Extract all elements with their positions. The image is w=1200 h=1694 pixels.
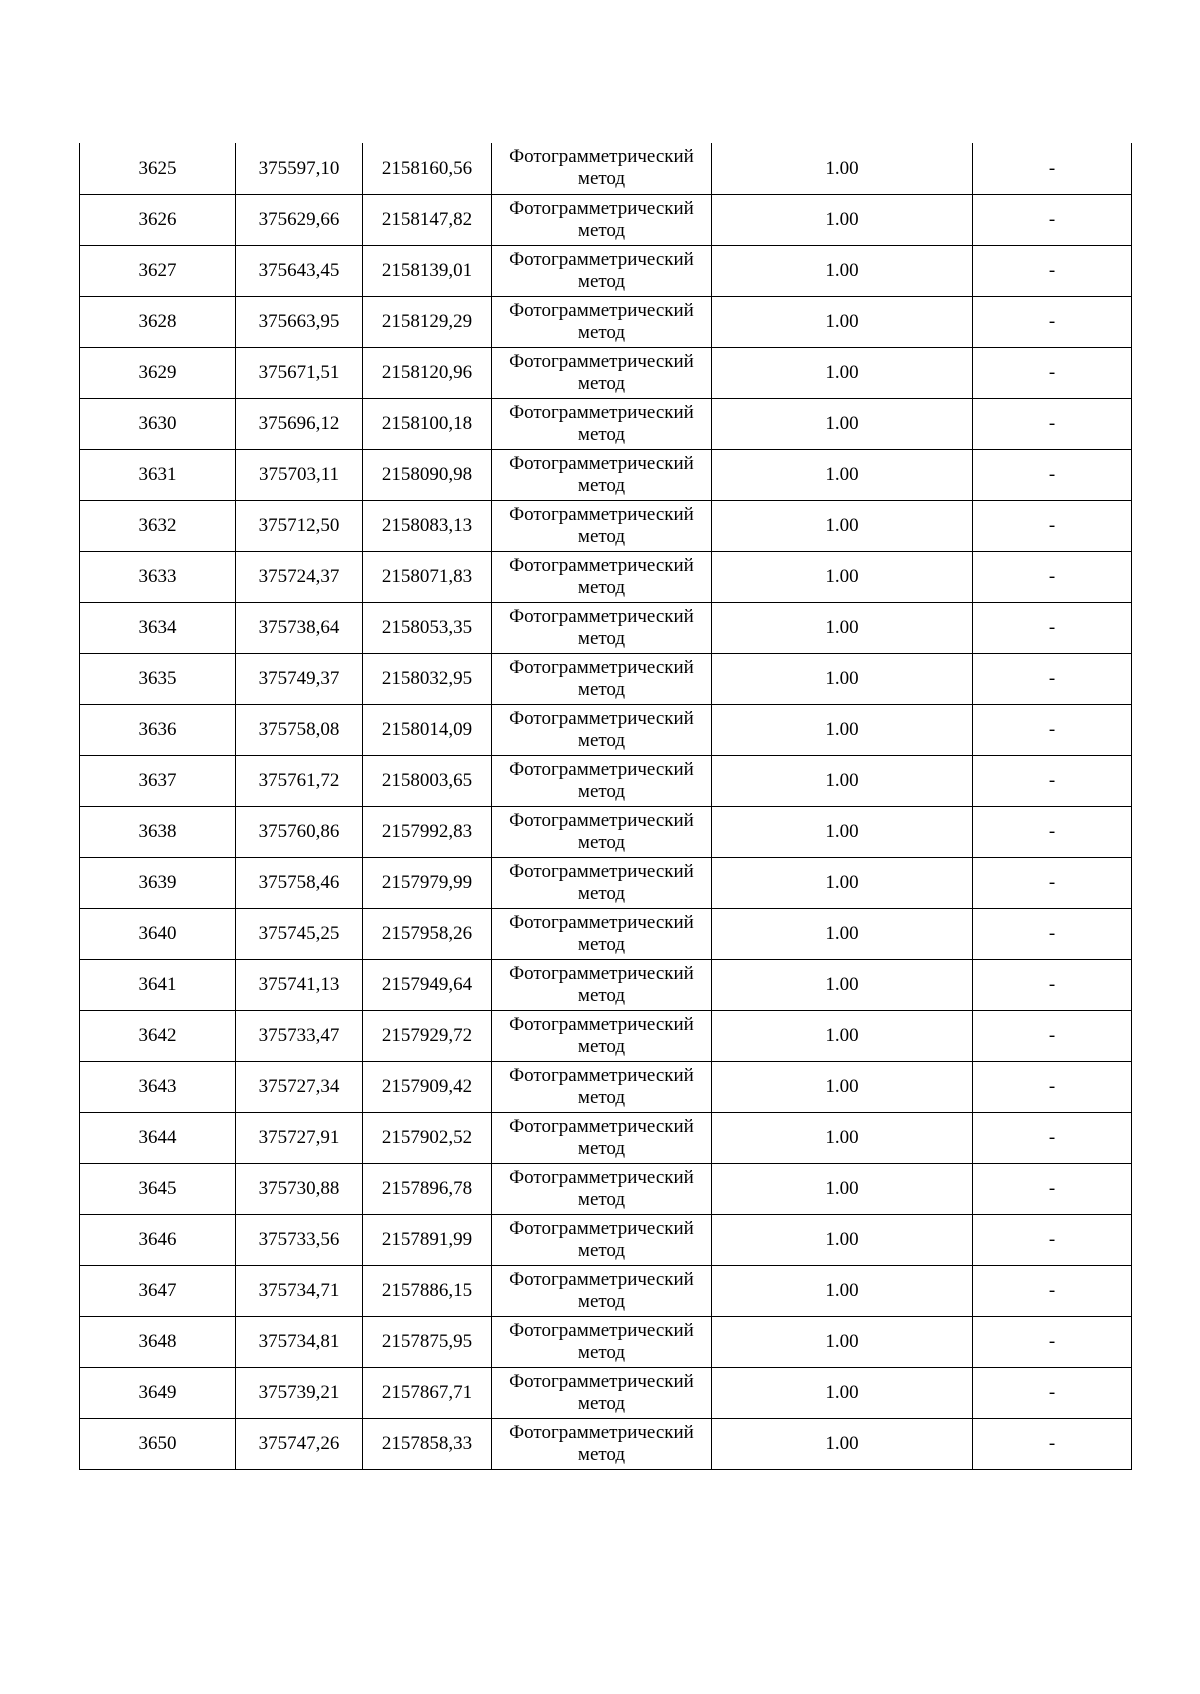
table-row — [80, 1010, 1132, 1061]
method-cell — [492, 1010, 712, 1061]
y-coordinate-cell: 2157909,42 — [363, 1061, 492, 1112]
method-cell — [492, 1367, 712, 1418]
method-line-1: Фотограмметрический — [509, 1217, 694, 1239]
y-coordinate-cell: 2158090,98 — [363, 449, 492, 500]
y-coordinate-cell: 2158071,83 — [363, 551, 492, 602]
accuracy-cell: 1.00 — [712, 653, 973, 704]
note-cell: - — [973, 1316, 1132, 1367]
method-cell — [492, 1265, 712, 1316]
point-number-cell: 3629 — [80, 347, 236, 398]
accuracy-cell: 1.00 — [712, 449, 973, 500]
method-line-1: Фотограмметрический — [509, 758, 694, 780]
x-coordinate-cell: 375734,71 — [236, 1265, 363, 1316]
note-cell: - — [973, 500, 1132, 551]
y-coordinate-cell: 2157891,99 — [363, 1214, 492, 1265]
method-line-1: Фотограмметрический — [509, 962, 694, 984]
table-row — [80, 245, 1132, 296]
y-coordinate-cell: 2158160,56 — [363, 143, 492, 194]
y-coordinate-cell: 2157867,71 — [363, 1367, 492, 1418]
method-line-1: Фотограмметрический — [509, 1268, 694, 1290]
y-coordinate-cell: 2157875,95 — [363, 1316, 492, 1367]
method-line-2: метод — [577, 1188, 626, 1210]
x-coordinate-cell: 375663,95 — [236, 296, 363, 347]
method-line-1: Фотограмметрический — [509, 197, 694, 219]
table-row — [80, 704, 1132, 755]
point-number-cell: 3625 — [80, 143, 236, 194]
method-line-1: Фотограмметрический — [509, 860, 694, 882]
method-cell — [492, 449, 712, 500]
accuracy-cell: 1.00 — [712, 551, 973, 602]
note-cell: - — [973, 449, 1132, 500]
y-coordinate-cell: 2157958,26 — [363, 908, 492, 959]
method-line-1: Фотограмметрический — [509, 1319, 694, 1341]
method-cell — [492, 653, 712, 704]
method-line-2: метод — [577, 168, 626, 190]
method-cell — [492, 143, 712, 194]
method-line-2: метод — [577, 678, 626, 700]
x-coordinate-cell: 375733,47 — [236, 1010, 363, 1061]
x-coordinate-cell: 375758,46 — [236, 857, 363, 908]
method-cell — [492, 1061, 712, 1112]
x-coordinate-cell: 375761,72 — [236, 755, 363, 806]
accuracy-cell: 1.00 — [712, 1265, 973, 1316]
note-cell: - — [973, 1061, 1132, 1112]
y-coordinate-cell: 2157896,78 — [363, 1163, 492, 1214]
accuracy-cell: 1.00 — [712, 1316, 973, 1367]
method-line-1: Фотограмметрический — [509, 146, 694, 168]
method-line-1: Фотограмметрический — [509, 401, 694, 423]
note-cell: - — [973, 1367, 1132, 1418]
note-cell: - — [973, 602, 1132, 653]
table-row — [80, 398, 1132, 449]
method-line-2: метод — [577, 219, 626, 241]
method-cell — [492, 755, 712, 806]
method-cell — [492, 1112, 712, 1163]
note-cell: - — [973, 1010, 1132, 1061]
x-coordinate-cell: 375629,66 — [236, 194, 363, 245]
method-line-1: Фотограмметрический — [509, 1115, 694, 1137]
accuracy-cell: 1.00 — [712, 857, 973, 908]
method-line-2: метод — [577, 831, 626, 853]
accuracy-cell: 1.00 — [712, 1214, 973, 1265]
x-coordinate-cell: 375749,37 — [236, 653, 363, 704]
method-line-1: Фотограмметрический — [509, 452, 694, 474]
accuracy-cell: 1.00 — [712, 959, 973, 1010]
method-line-1: Фотограмметрический — [509, 1166, 694, 1188]
x-coordinate-cell: 375741,13 — [236, 959, 363, 1010]
point-number-cell: 3627 — [80, 245, 236, 296]
point-number-cell: 3643 — [80, 1061, 236, 1112]
point-number-cell: 3640 — [80, 908, 236, 959]
table-row — [80, 1163, 1132, 1214]
point-number-cell: 3628 — [80, 296, 236, 347]
point-number-cell: 3632 — [80, 500, 236, 551]
x-coordinate-cell: 375696,12 — [236, 398, 363, 449]
y-coordinate-cell: 2158053,35 — [363, 602, 492, 653]
point-number-cell: 3634 — [80, 602, 236, 653]
method-cell — [492, 500, 712, 551]
accuracy-cell: 1.00 — [712, 1367, 973, 1418]
method-line-1: Фотограмметрический — [509, 350, 694, 372]
table-row — [80, 908, 1132, 959]
x-coordinate-cell: 375733,56 — [236, 1214, 363, 1265]
table-row — [80, 755, 1132, 806]
accuracy-cell: 1.00 — [712, 806, 973, 857]
point-number-cell: 3635 — [80, 653, 236, 704]
method-line-2: метод — [577, 1341, 626, 1363]
table-row — [80, 1316, 1132, 1367]
method-line-1: Фотограмметрический — [509, 707, 694, 729]
note-cell: - — [973, 1214, 1132, 1265]
method-line-2: метод — [577, 1086, 626, 1108]
method-line-2: метод — [577, 933, 626, 955]
y-coordinate-cell: 2157902,52 — [363, 1112, 492, 1163]
accuracy-cell: 1.00 — [712, 194, 973, 245]
method-cell — [492, 1214, 712, 1265]
point-number-cell: 3633 — [80, 551, 236, 602]
method-cell — [492, 1418, 712, 1469]
point-number-cell: 3644 — [80, 1112, 236, 1163]
method-line-1: Фотограмметрический — [509, 656, 694, 678]
method-line-2: метод — [577, 372, 626, 394]
method-line-2: метод — [577, 474, 626, 496]
table-row — [80, 653, 1132, 704]
accuracy-cell: 1.00 — [712, 500, 973, 551]
x-coordinate-cell: 375671,51 — [236, 347, 363, 398]
accuracy-cell: 1.00 — [712, 1061, 973, 1112]
note-cell: - — [973, 143, 1132, 194]
method-line-1: Фотограмметрический — [509, 1064, 694, 1086]
table-row — [80, 500, 1132, 551]
method-line-2: метод — [577, 780, 626, 802]
method-line-1: Фотограмметрический — [509, 503, 694, 525]
accuracy-cell: 1.00 — [712, 1010, 973, 1061]
y-coordinate-cell: 2157979,99 — [363, 857, 492, 908]
y-coordinate-cell: 2158100,18 — [363, 398, 492, 449]
accuracy-cell: 1.00 — [712, 245, 973, 296]
method-cell — [492, 704, 712, 755]
table-row — [80, 1418, 1132, 1469]
x-coordinate-cell: 375724,37 — [236, 551, 363, 602]
method-line-2: метод — [577, 1239, 626, 1261]
accuracy-cell: 1.00 — [712, 347, 973, 398]
point-number-cell: 3638 — [80, 806, 236, 857]
point-number-cell: 3649 — [80, 1367, 236, 1418]
x-coordinate-cell: 375734,81 — [236, 1316, 363, 1367]
y-coordinate-cell: 2158003,65 — [363, 755, 492, 806]
table-row — [80, 347, 1132, 398]
coordinates-table-body — [80, 143, 1132, 1469]
point-number-cell: 3637 — [80, 755, 236, 806]
note-cell: - — [973, 347, 1132, 398]
note-cell: - — [973, 959, 1132, 1010]
point-number-cell: 3631 — [80, 449, 236, 500]
accuracy-cell: 1.00 — [712, 704, 973, 755]
note-cell: - — [973, 551, 1132, 602]
x-coordinate-cell: 375738,64 — [236, 602, 363, 653]
x-coordinate-cell: 375747,26 — [236, 1418, 363, 1469]
table-row — [80, 806, 1132, 857]
table-row — [80, 602, 1132, 653]
note-cell: - — [973, 806, 1132, 857]
x-coordinate-cell: 375739,21 — [236, 1367, 363, 1418]
note-cell: - — [973, 1112, 1132, 1163]
y-coordinate-cell: 2158032,95 — [363, 653, 492, 704]
method-line-2: метод — [577, 1290, 626, 1312]
note-cell: - — [973, 1418, 1132, 1469]
x-coordinate-cell: 375730,88 — [236, 1163, 363, 1214]
table-row — [80, 449, 1132, 500]
method-cell — [492, 959, 712, 1010]
method-line-2: метод — [577, 1392, 626, 1414]
method-line-2: метод — [577, 321, 626, 343]
method-cell — [492, 602, 712, 653]
coordinates-table — [79, 143, 1132, 1470]
x-coordinate-cell: 375727,34 — [236, 1061, 363, 1112]
y-coordinate-cell: 2158014,09 — [363, 704, 492, 755]
method-cell — [492, 857, 712, 908]
accuracy-cell: 1.00 — [712, 602, 973, 653]
note-cell: - — [973, 398, 1132, 449]
accuracy-cell: 1.00 — [712, 296, 973, 347]
method-line-2: метод — [577, 576, 626, 598]
accuracy-cell: 1.00 — [712, 1112, 973, 1163]
point-number-cell: 3630 — [80, 398, 236, 449]
method-line-1: Фотограмметрический — [509, 554, 694, 576]
method-line-2: метод — [577, 729, 626, 751]
y-coordinate-cell: 2157858,33 — [363, 1418, 492, 1469]
y-coordinate-cell: 2158147,82 — [363, 194, 492, 245]
note-cell: - — [973, 1163, 1132, 1214]
table-row — [80, 551, 1132, 602]
point-number-cell: 3626 — [80, 194, 236, 245]
method-line-1: Фотограмметрический — [509, 605, 694, 627]
method-line-1: Фотограмметрический — [509, 1421, 694, 1443]
method-line-1: Фотограмметрический — [509, 1013, 694, 1035]
method-cell — [492, 1163, 712, 1214]
note-cell: - — [973, 755, 1132, 806]
accuracy-cell: 1.00 — [712, 755, 973, 806]
method-cell — [492, 551, 712, 602]
point-number-cell: 3650 — [80, 1418, 236, 1469]
method-cell — [492, 194, 712, 245]
x-coordinate-cell: 375760,86 — [236, 806, 363, 857]
note-cell: - — [973, 194, 1132, 245]
method-cell — [492, 1316, 712, 1367]
note-cell: - — [973, 1265, 1132, 1316]
method-line-2: метод — [577, 270, 626, 292]
table-row — [80, 1265, 1132, 1316]
table-row — [80, 1214, 1132, 1265]
method-line-1: Фотограмметрический — [509, 911, 694, 933]
x-coordinate-cell: 375712,50 — [236, 500, 363, 551]
method-line-2: метод — [577, 525, 626, 547]
table-row — [80, 194, 1132, 245]
method-line-1: Фотограмметрический — [509, 809, 694, 831]
table-row — [80, 1367, 1132, 1418]
point-number-cell: 3647 — [80, 1265, 236, 1316]
method-line-2: метод — [577, 627, 626, 649]
method-line-2: метод — [577, 423, 626, 445]
method-cell — [492, 398, 712, 449]
method-line-2: метод — [577, 1443, 626, 1465]
method-cell — [492, 806, 712, 857]
accuracy-cell: 1.00 — [712, 398, 973, 449]
point-number-cell: 3642 — [80, 1010, 236, 1061]
y-coordinate-cell: 2158129,29 — [363, 296, 492, 347]
x-coordinate-cell: 375745,25 — [236, 908, 363, 959]
point-number-cell: 3641 — [80, 959, 236, 1010]
x-coordinate-cell: 375727,91 — [236, 1112, 363, 1163]
table-row — [80, 959, 1132, 1010]
accuracy-cell: 1.00 — [712, 1418, 973, 1469]
y-coordinate-cell: 2158083,13 — [363, 500, 492, 551]
note-cell: - — [973, 653, 1132, 704]
method-line-2: метод — [577, 1035, 626, 1057]
method-line-1: Фотограмметрический — [509, 299, 694, 321]
method-cell — [492, 347, 712, 398]
table-row — [80, 1061, 1132, 1112]
method-line-2: метод — [577, 1137, 626, 1159]
note-cell: - — [973, 704, 1132, 755]
accuracy-cell: 1.00 — [712, 1163, 973, 1214]
method-cell — [492, 296, 712, 347]
accuracy-cell: 1.00 — [712, 908, 973, 959]
table-row — [80, 143, 1132, 194]
method-line-2: метод — [577, 882, 626, 904]
y-coordinate-cell: 2157992,83 — [363, 806, 492, 857]
y-coordinate-cell: 2158139,01 — [363, 245, 492, 296]
point-number-cell: 3648 — [80, 1316, 236, 1367]
note-cell: - — [973, 857, 1132, 908]
table-row — [80, 1112, 1132, 1163]
y-coordinate-cell: 2157929,72 — [363, 1010, 492, 1061]
table-row — [80, 296, 1132, 347]
note-cell: - — [973, 908, 1132, 959]
x-coordinate-cell: 375643,45 — [236, 245, 363, 296]
x-coordinate-cell: 375597,10 — [236, 143, 363, 194]
accuracy-cell: 1.00 — [712, 143, 973, 194]
point-number-cell: 3645 — [80, 1163, 236, 1214]
point-number-cell: 3636 — [80, 704, 236, 755]
table-row — [80, 857, 1132, 908]
point-number-cell: 3639 — [80, 857, 236, 908]
y-coordinate-cell: 2158120,96 — [363, 347, 492, 398]
y-coordinate-cell: 2157886,15 — [363, 1265, 492, 1316]
x-coordinate-cell: 375703,11 — [236, 449, 363, 500]
method-line-1: Фотограмметрический — [509, 1370, 694, 1392]
method-line-2: метод — [577, 984, 626, 1006]
note-cell: - — [973, 296, 1132, 347]
x-coordinate-cell: 375758,08 — [236, 704, 363, 755]
method-line-1: Фотограмметрический — [509, 248, 694, 270]
method-cell — [492, 908, 712, 959]
point-number-cell: 3646 — [80, 1214, 236, 1265]
note-cell: - — [973, 245, 1132, 296]
method-cell — [492, 245, 712, 296]
y-coordinate-cell: 2157949,64 — [363, 959, 492, 1010]
